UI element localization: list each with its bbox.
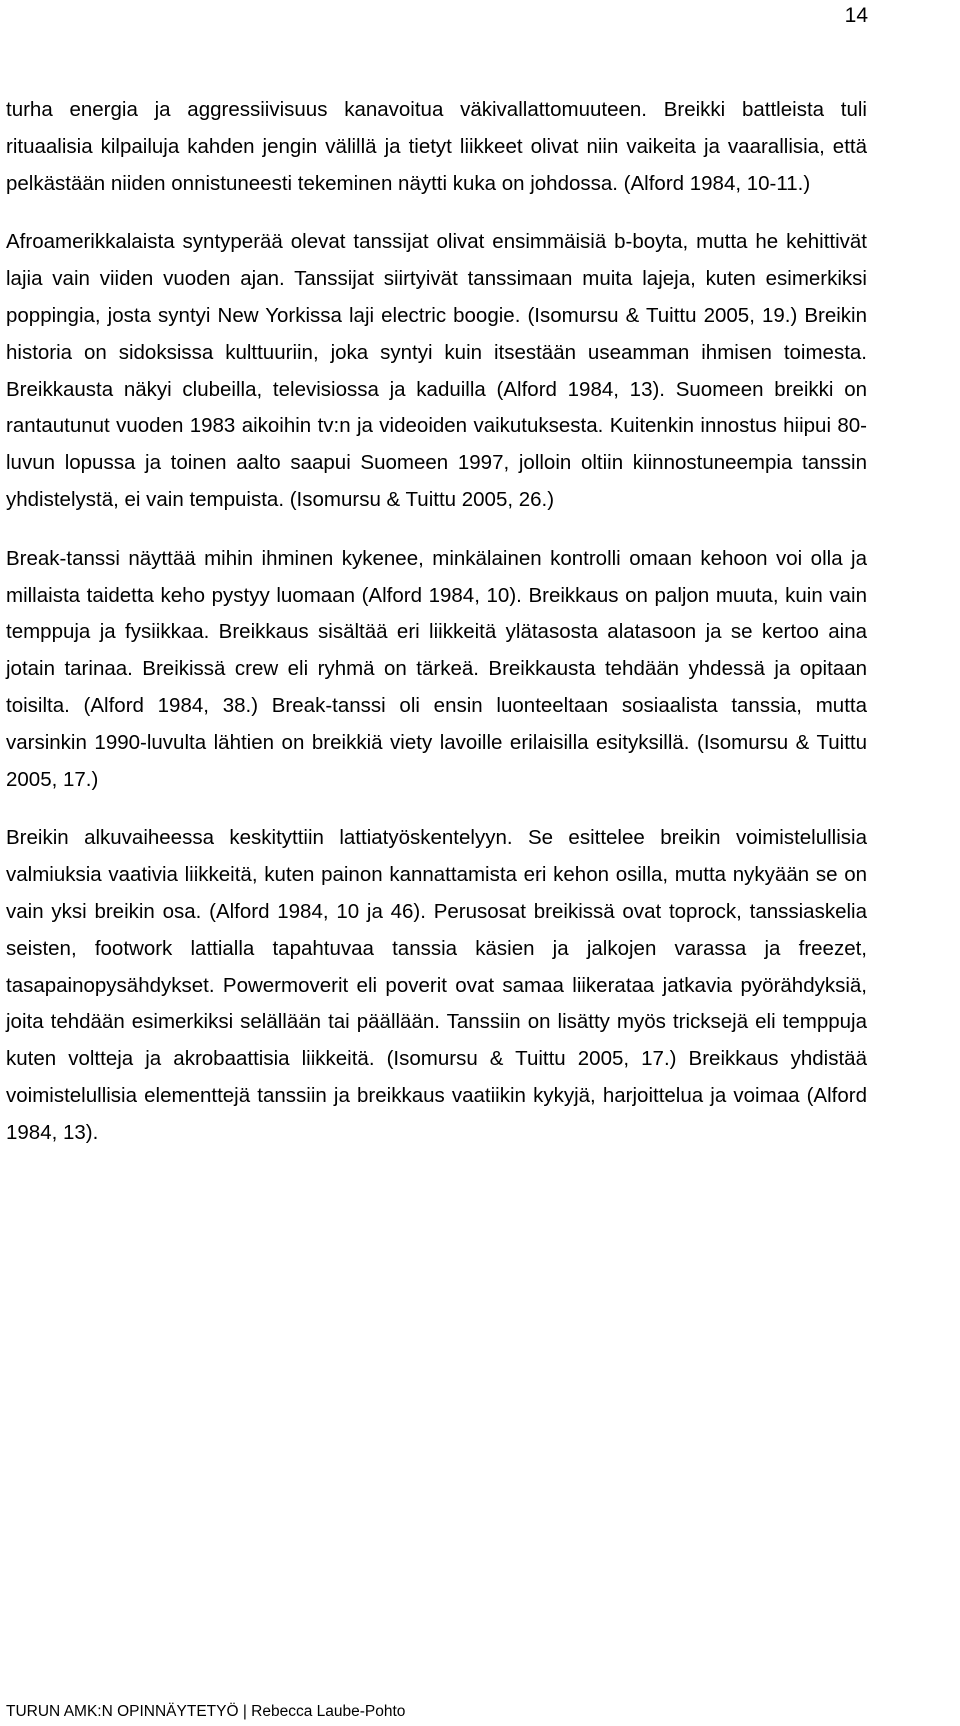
body-text [0,92,960,1174]
paragraph-3: Break-tanssi näyttää mihin ihminen kykenee, minkälainen kontrolli omaan kehoon voi olla ja millaista taidetta keho pystyy luomaan (Alford 1984, 10). Breikkaus on paljon muuta, kuin vain temppuja ja fysiikkaa. Breikkaus sisältää eri liikkeitä ylätasosta alatasoon ja se kertoo aina jotain tarinaa. Breikissä crew eli ryhmä on tärkeä. Breikkausta tehdään yhdessä ja opitaan toisilta. (Alford 1984, 38.) Break-tanssi oli ensin luonteeltaan sosiaalista tanssia, mutta varsinkin 1990-luvulta lähtien on breikkiä viety lavoille erilaisilla esityksillä. (Isomursu & Tuittu 2005, 17.) [6,546,867,791]
paragraph-4: Breikin alkuvaiheessa keskityttiin lattiatyöskentelyyn. Se esittelee breikin voimistelullisia valmiuksia vaativia liikkeitä, kuten painon kannattamista eri kehon osilla, mutta nykyään se on vain yksi breikin osa. (Alford 1984, 10 ja 46). Perusosat breikissä ovat toprock, tanssiaskelia seisten, footwork lattialla tapahtuvaa tanssia käsien ja jalkojen varassa ja freezet, tasapainopysähdykset. Powermoverit eli poverit ovat samaa liikerataa jatkavia pyörähdyksiä, joita tehdään esimerkiksi selällään tai päällään. Tanssiin on lisätty myös tricksejä eli temppuja kuten voltteja ja akrobaattisia liikkeitä. (Isomursu & Tuittu 2005, 17.) Breikkaus yhdistää voimistelullisia elementtejä tanssiin ja breikkaus vaatiikin kykyjä, harjoittelua ja voimaa (Alford 1984, 13). [6,826,867,1144]
page-number: 14 [844,4,868,27]
page-footer: TURUN AMK:N OPINNÄYTETYÖ | Rebecca Laube-Pohto [6,1703,406,1720]
paragraph-1: turha energia ja aggressiivisuus kanavoitua väkivallattomuuteen. Breikki battleista tuli rituaalisia kilpailuja kahden jengin välillä ja tietyt liikkeet olivat niin vaikeita ja vaarallisia, että pelkästään niiden onnistuneesti tekeminen näytti kuka on johdossa. (Alford 1984, 10-11.) [6,98,867,195]
paragraph-2: Afroamerikkalaista syntyperää olevat tanssijat olivat ensimmäisiä b-boyta, mutta he kehittivät lajia vain viiden vuoden ajan. Tanssijat siirtyivät tanssimaan muita lajeja, kuten esimerkiksi poppingia, josta syntyi New Yorkissa laji electric boogie. (Isomursu & Tuittu 2005, 19.) Breikin historia on sidoksissa kulttuuriin, joka syntyi kuin itsestään useamman ihmisen toimesta. Breikkausta näkyi clubeilla, televisiossa ja kaduilla (Alford 1984, 13). Suomeen breikki on rantautunut vuoden 1983 aikoihin tv:n ja videoiden vaikutuksesta. Kuitenkin innostus hiipui 80-luvun lopussa ja toinen aalto saapui Suomeen 1997, jolloin oltiin kiinnostuneempia tanssin yhdistelystä, ei vain tempuista. (Isomursu & Tuittu 2005, 26.) [6,230,867,511]
